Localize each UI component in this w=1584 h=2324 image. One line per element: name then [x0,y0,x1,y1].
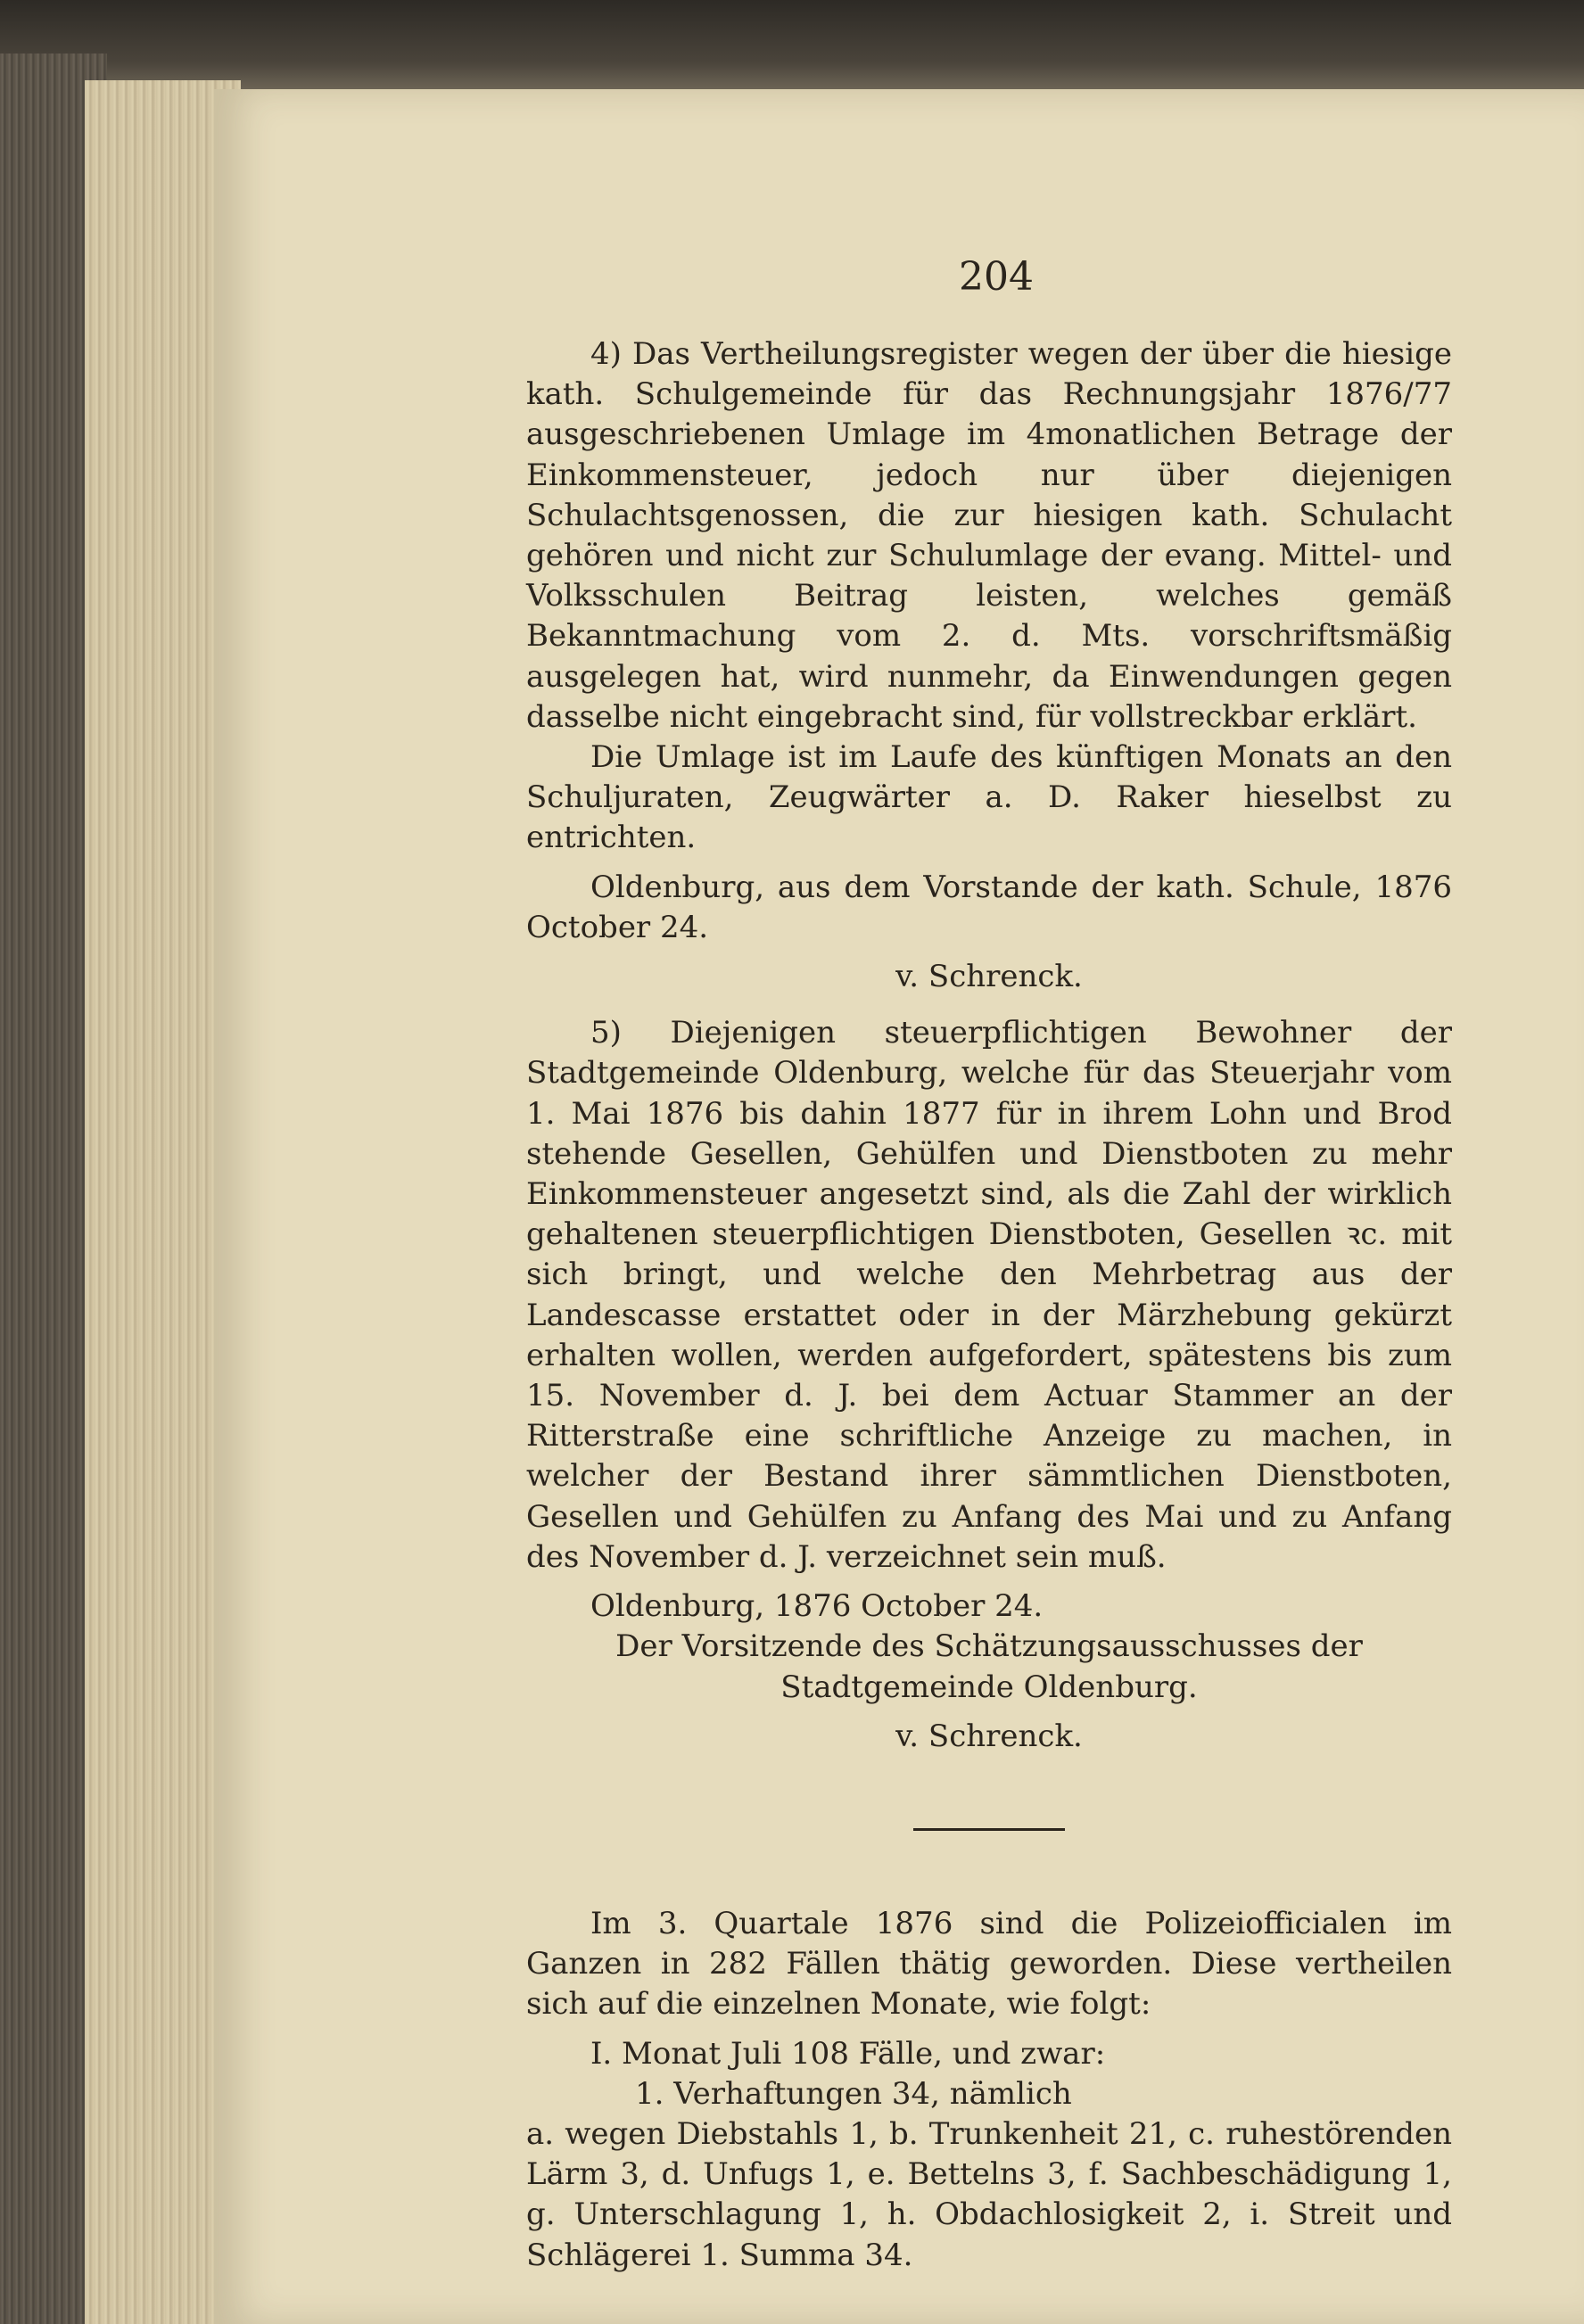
section-4-signature: v. Schrenck. [895,959,1083,995]
section-4-payment-note: Die Umlage ist im Laufe des künftigen Monats an den Schuljuraten, Zeugwärter a. D. Raker hieselbst zu entrichten. [526,739,1452,856]
police-report-month-heading: I. Monat Juli 108 Fälle, und zwar: [590,2035,1106,2072]
section-5-place-date: Oldenburg, 1876 October 24. [590,1588,1044,1625]
police-report-intro: Im 3. Quartale 1876 sind die Polizeiofficialen im Ganzen in 282 Fällen thätig geworden. Diese vertheilen sich auf die einzelnen Monate, wie folgt: [526,1905,1452,2023]
police-report-details: a. wegen Diebstahls 1, b. Trunkenheit 21, c. ruhestörenden Lärm 3, d. Unfugs 1, e. Bettelns 3, f. Sachbeschädigung 1, g. Unterschlagung 1, h. Obdachlosigkeit 2, i. Streit und Schlägerei 1. Summa 34. [526,2115,1452,2273]
section-5-paragraph: 5) Diejenigen steuerpflichtigen Bewohner der Stadtgemeinde Oldenburg, welche für das Steuerjahr vom 1. Mai 1876 bis dahin 1877 für in ihrem Lohn und Brod stehende Gesellen, Gehülfen und Dienstboten zu mehr Einkommensteuer angesetzt sind, als die Zahl der wirklich gehaltenen steuerpflichtigen Dienstboten, Gesellen ꝛc. mit sich bringt, und welche den Mehrbetrag aus der Landescasse erstattet oder in der Märzhebung gekürzt erhalten wollen, werden aufgefordert, spätestens bis zum 15. November d. J. bei dem Actuar Stammer an der Ritterstraße eine schriftliche Anzeige zu machen, in welcher der Bestand ihrer sämmtlichen Dienstboten, Gesellen und Gehülfen zu Anfang des Mai und zu Anfang des November d. J. verzeichnet sein muß. [526,1015,1452,1575]
scan-top-edge [0,0,1584,89]
police-report-sub-heading: 1. Verhaftungen 34, nämlich [635,2075,1072,2112]
page-number: 204 [959,254,1034,300]
section-4-paragraph: 4) Das Vertheilungsregister wegen der über die hiesige kath. Schulgemeinde für das Rechnungsjahr 1876/77 ausgeschriebenen Umlage im 4monatlichen Betrage der Einkommensteuer, jedoch nur über diejenigen Schulachtsgenossen, die zur hiesigen kath. Schulacht gehören und nicht zur Schulumlage der evang. Mittel- und Volksschulen Beitrag leisten, welches gemäß Bekanntmachung vom 2. d. Mts. vorschriftsmäßig ausgelegen hat, wird nunmehr, da Einwendungen gegen dasselbe nicht eingebracht sind, für vollstreckbar erklärt. [526,336,1452,735]
section-5-signature: v. Schrenck. [895,1718,1083,1754]
section-5-authority: Der Vorsitzende des Schätzungsausschusses der Stadtgemeinde Oldenburg. [615,1628,1363,1705]
section-4-place-date: Oldenburg, aus dem Vorstande der kath. Schule, 1876 October 24. [526,869,1452,945]
section-divider [913,1828,1065,1831]
page-text [526,334,1452,2276]
